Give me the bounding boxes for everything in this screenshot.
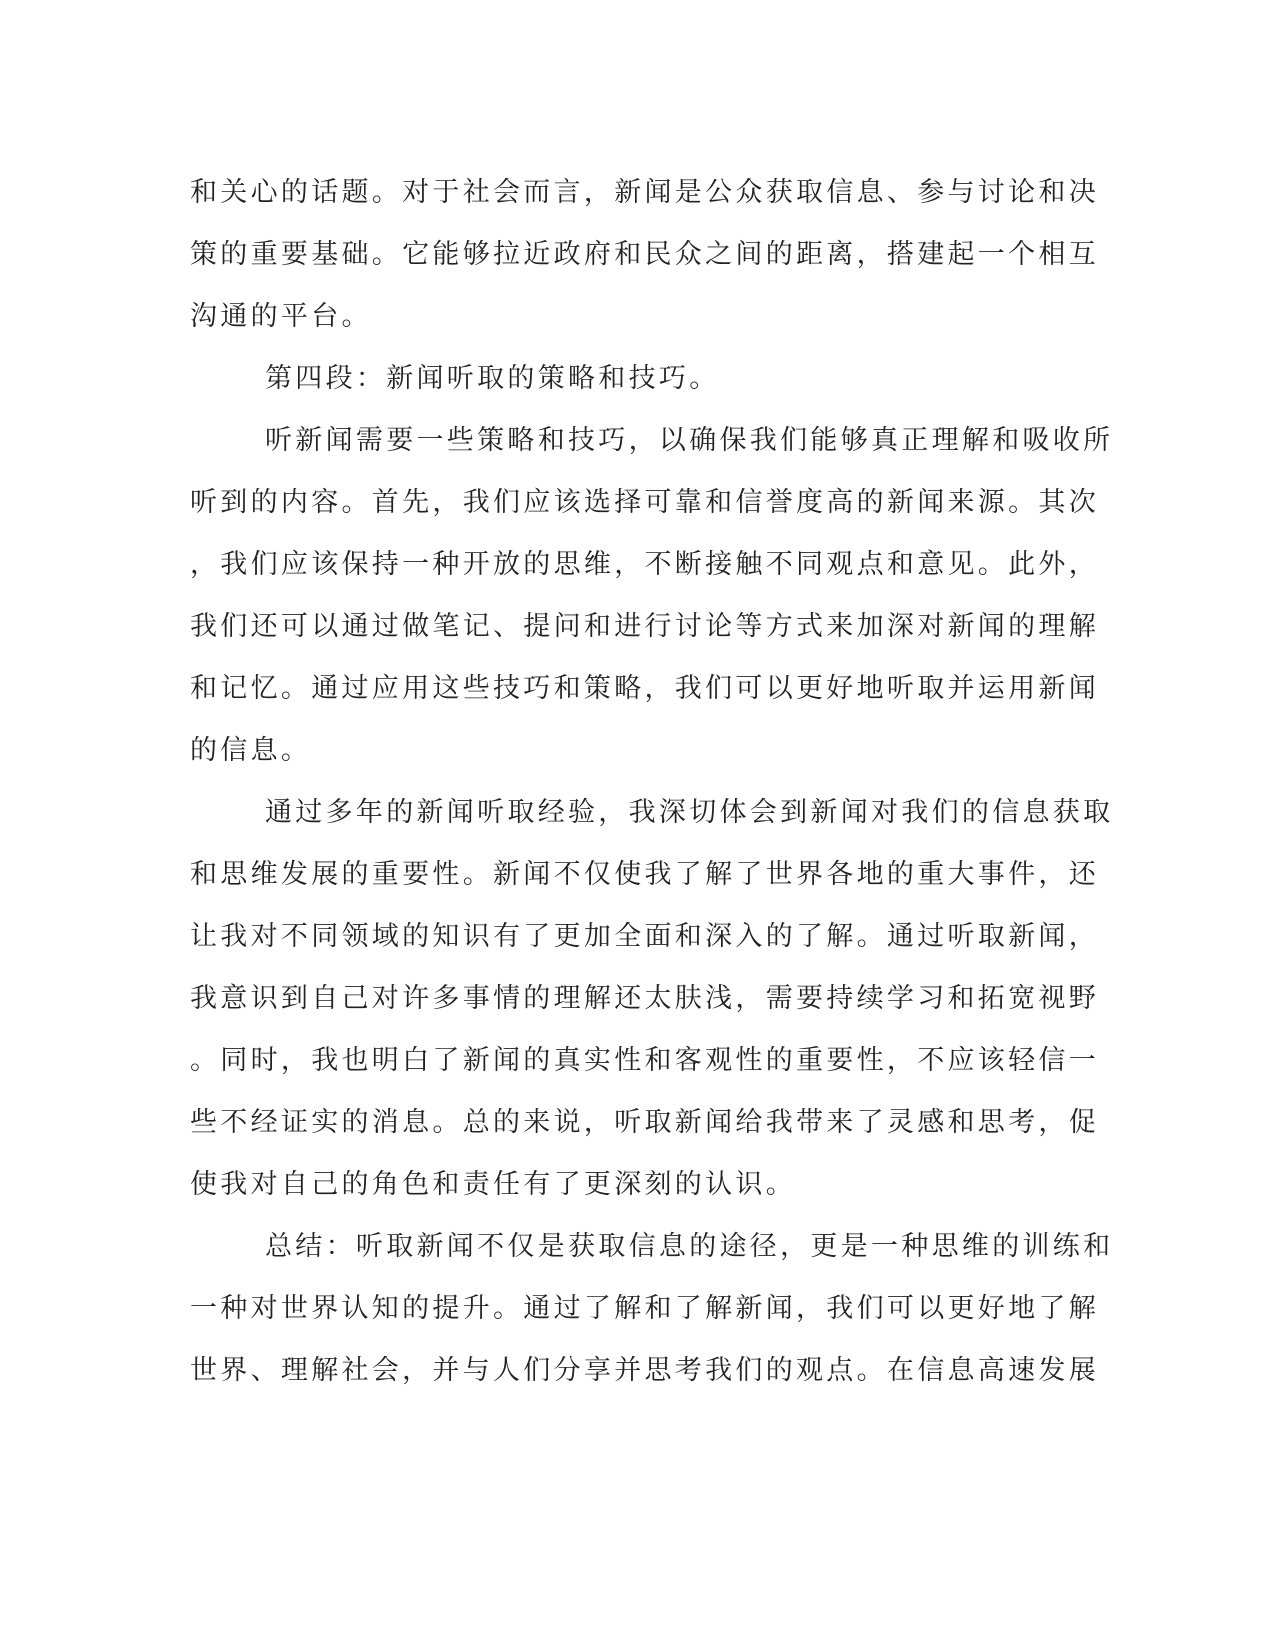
text-line: 一种对世界认知的提升。通过了解和了解新闻，我们可以更好地了解: [190, 1293, 1099, 1324]
text-line: 我意识到自己对许多事情的理解还太肤浅，需要持续学习和拓宽视野: [190, 983, 1099, 1014]
text-line: 和关心的话题。对于社会而言，新闻是公众获取信息、参与讨论和决: [190, 177, 1099, 208]
text-line: 世界、理解社会，并与人们分享并思考我们的观点。在信息高速发展: [190, 1355, 1099, 1386]
text-line: 使我对自己的角色和责任有了更深刻的认识。: [190, 1169, 796, 1200]
text-line: 通过多年的新闻听取经验，我深切体会到新闻对我们的信息获取: [265, 797, 1114, 828]
text-line: 让我对不同领域的知识有了更加全面和深入的了解。通过听取新闻，: [190, 921, 1099, 952]
text-line: 策的重要基础。它能够拉近政府和民众之间的距离，搭建起一个相互: [190, 239, 1099, 270]
text-line: 和思维发展的重要性。新闻不仅使我了解了世界各地的重大事件，还: [190, 859, 1099, 890]
text-line: 听新闻需要一些策略和技巧，以确保我们能够真正理解和吸收所: [265, 425, 1114, 456]
section-heading: 第四段：新闻听取的策略和技巧。: [265, 363, 720, 394]
text-line: 听到的内容。首先，我们应该选择可靠和信誉度高的新闻来源。其次: [190, 487, 1099, 518]
text-line: 。同时，我也明白了新闻的真实性和客观性的重要性，不应该轻信一: [190, 1045, 1099, 1076]
text-line: 我们还可以通过做笔记、提问和进行讨论等方式来加深对新闻的理解: [190, 611, 1099, 642]
summary-line: 总结：听取新闻不仅是获取信息的途径，更是一种思维的训练和: [265, 1231, 1114, 1262]
text-line: 些不经证实的消息。总的来说，听取新闻给我带来了灵感和思考，促: [190, 1107, 1099, 1138]
text-line: 沟通的平台。: [190, 301, 372, 332]
text-line: 的信息。: [190, 735, 312, 766]
text-line: ，我们应该保持一种开放的思维，不断接触不同观点和意见。此外，: [190, 549, 1099, 580]
body-text: [190, 162, 1114, 1402]
text-line: 和记忆。通过应用这些技巧和策略，我们可以更好地听取并运用新闻: [190, 673, 1099, 704]
